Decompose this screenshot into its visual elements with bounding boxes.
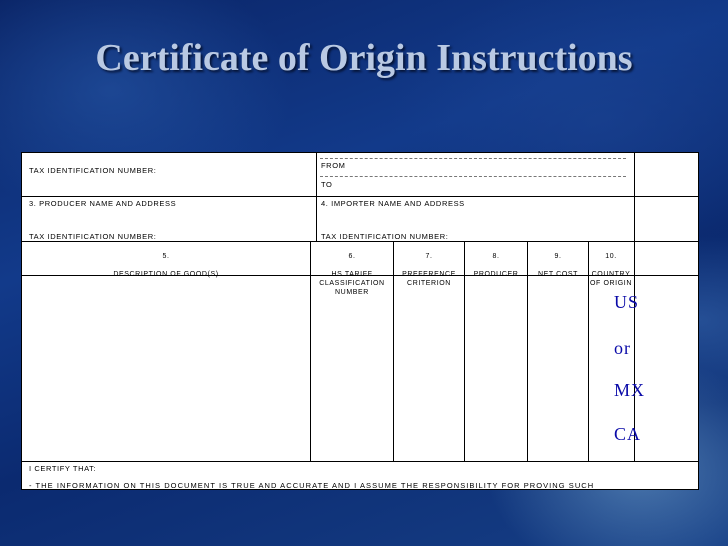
row-divider-2 [22,241,698,242]
col-label: COUNTRY OF ORIGIN [590,271,632,287]
col-divider-1 [310,241,311,461]
col-label: DESCRIPTION OF GOOD(S) [113,271,219,278]
to-label: TO [321,180,333,189]
from-label: FROM [321,161,346,170]
col-number: 10. [605,253,617,260]
col-divider-main [316,153,317,241]
origin-value-or: or [614,338,631,358]
col-header-description [22,243,310,288]
col-header-net-cost [529,243,587,288]
col-label: PRODUCER [473,271,519,278]
col-header-preference [396,243,462,297]
col-label: HS TARIFF CLASSIFICATION NUMBER [319,271,385,296]
col-number: 7. [425,253,433,260]
col-number: 9. [554,253,562,260]
col-divider-2 [393,241,394,461]
col-header-hs-tariff [314,243,390,306]
slide-title: Certificate of Origin Instructions [95,37,633,79]
certificate-form [21,152,699,490]
col-header-country [589,243,633,297]
col-number: 8. [492,253,500,260]
from-line [320,158,626,159]
certify-label: I CERTIFY THAT: [29,464,97,473]
row-divider-1 [22,196,698,197]
origin-value-us: US [614,292,640,312]
col-divider-4 [527,241,528,461]
producer-label: 3. PRODUCER NAME AND ADDRESS [29,199,177,208]
producer-tax-id-label: TAX IDENTIFICATION NUMBER: [29,232,157,241]
col-number: 6. [348,253,356,260]
col-divider-3 [464,241,465,461]
to-line [320,176,626,177]
exporter-tax-id-label: TAX IDENTIFICATION NUMBER: [29,166,157,175]
col-number: 5. [162,253,170,260]
origin-value-mx: MX [614,380,646,400]
certify-text: - THE INFORMATION ON THIS DOCUMENT IS TRUE AND ACCURATE AND I ASSUME THE RESPONSIBILITY FOR PROVING SUCH [29,481,595,490]
importer-tax-id-label: TAX IDENTIFICATION NUMBER: [321,232,449,241]
importer-label: 4. IMPORTER NAME AND ADDRESS [321,199,465,208]
col-label: NET COST [537,271,579,278]
row-divider-4 [22,461,698,462]
col-label: PREFERENCE CRITERION [402,271,456,287]
origin-value-ca: CA [614,424,642,444]
col-header-producer [466,243,526,288]
